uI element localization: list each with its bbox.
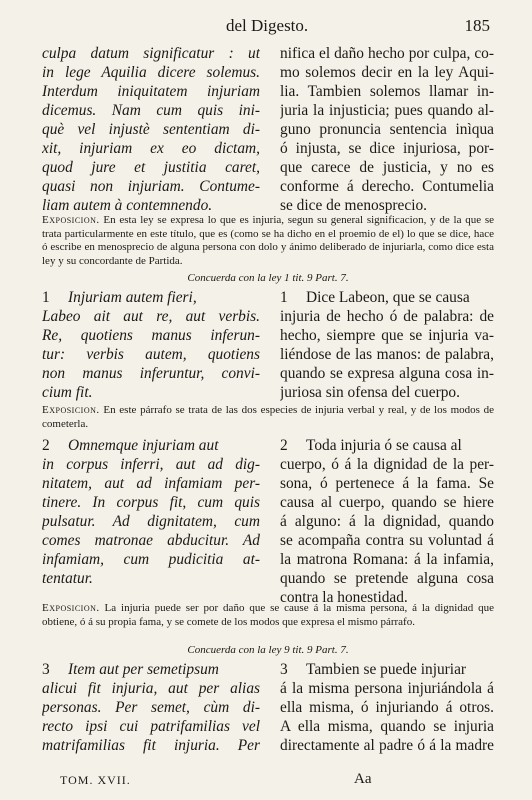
latin-line: comes matronae abducitur. Ad (42, 532, 260, 549)
latin-column-2 (42, 436, 260, 607)
spanish-line: directamente al padre ó á la madre (280, 737, 494, 754)
spanish-line: se acompaña contra su voluntad á (280, 532, 494, 549)
exposition-text: En este párrafo se trata de las dos especies de injuria verbal y real, y de los modos de cometerla. (42, 404, 495, 430)
spanish-line: mo solemos decir en la ley Aqui- (280, 64, 494, 81)
exposition-text: La injuria puede ser por daño que se cause á la misma persona, á la dignidad que obtiene, ó á su propia fama, y se comete de los modos que expresa el mismo párrafo. (42, 602, 495, 628)
latin-line: non manus inferuntur, convi- (42, 365, 260, 382)
spanish-column-3 (280, 660, 494, 755)
exposition-label: Exposicion. (42, 404, 100, 416)
block-2 (42, 436, 494, 607)
signature-mark: Aa (354, 771, 372, 787)
spanish-line: 3 Tambien se puede injuriar (280, 661, 467, 678)
spanish-line: injuria de hecho ó de palabra: de (280, 308, 494, 325)
page-footer (0, 773, 532, 793)
latin-line: pulsatur. Ad dignitatem, cum (42, 513, 260, 530)
spanish-line: 1 Dice Labeon, que se causa (280, 289, 470, 306)
latin-column-1 (42, 288, 260, 402)
spanish-line: causa al cuerpo, quando se hiere (280, 494, 494, 511)
concordance-2: Concuerda con la ley 9 tit. 9 Part. 7. (187, 644, 349, 656)
page-number: 185 (464, 16, 490, 35)
spanish-line: lia. Tambien solemos llamar in- (280, 83, 494, 100)
running-head: del Digesto. (226, 16, 309, 35)
spanish-line: sona, ó pertenece á la fama. Se (280, 475, 494, 492)
exposition-label: Exposicion. (42, 214, 100, 226)
spanish-line: cuerpo, ó á la dignidad de la per- (280, 456, 494, 473)
spanish-line: quando se expresa alguna cosa in- (280, 365, 494, 382)
spanish-line: hecho, siempre que se injuria va- (280, 327, 494, 344)
latin-line: quasi non injuriam. Contume- (42, 178, 260, 195)
block-1 (42, 288, 494, 402)
exposition-1 (42, 404, 494, 431)
paragraph-number: 3 (42, 661, 50, 678)
paragraph-number: 1 (280, 289, 288, 306)
latin-line: 3 Item aut per semetipsum (42, 661, 219, 678)
spanish-line: se dice de menosprecio. (280, 197, 428, 214)
exposition-label: Exposicion. (42, 602, 100, 614)
spanish-line: 2 Toda injuria ó se causa al (280, 437, 462, 454)
latin-line: infamiam, cum pudicitia at- (42, 551, 260, 568)
paragraph-number: 1 (42, 289, 50, 306)
spanish-line: la matrona Romana: á la infamia, (280, 551, 494, 568)
spanish-line: ó injusta, se dice injuriosa, por- (280, 140, 494, 157)
latin-line: 1 Injuriam autem fieri, (42, 289, 197, 306)
latin-line: què vel injustè sententiam di- (42, 121, 260, 138)
latin-line: in lege Aquilia dicere solemus. (42, 64, 260, 81)
spanish-line: quando se pretende alguna cosa (280, 570, 494, 587)
latin-column-3 (42, 660, 260, 755)
block-3 (42, 660, 494, 755)
spanish-line: guno pronuncia sentencia inìqua (280, 121, 494, 138)
spanish-column-2 (280, 436, 494, 607)
spanish-line: ella misma, ó injuriando á otros. (280, 699, 494, 716)
latin-line: Labeo ait aut re, aut verbis. (42, 308, 260, 325)
paragraph-number: 2 (280, 437, 288, 454)
exposition-2 (42, 602, 494, 629)
spanish-line: nifica el daño hecho por culpa, co- (280, 45, 494, 62)
latin-line: nitatem, aut ad infamiam per- (42, 475, 260, 492)
latin-line: matrifamilias fit injuria. Per (42, 737, 260, 754)
spanish-line: conforme á derecho. Contumelia (280, 178, 494, 195)
paragraph-number: 3 (280, 661, 288, 678)
exposition-0 (42, 214, 494, 268)
spanish-line: contra la honestidad. (280, 589, 408, 606)
spanish-line: á alguno: á la dignidad, quando (280, 513, 494, 530)
latin-line: Re, quotiens manus inferun- (42, 327, 260, 344)
latin-line: xit, injuriam ex eo dictam, (42, 140, 260, 157)
latin-line: dicemus. Nam cum quis ini- (42, 102, 260, 119)
latin-line: in corpus inferri, aut ad dig- (42, 456, 260, 473)
page-header (0, 16, 532, 42)
spanish-column-1 (280, 288, 494, 402)
latin-line: recto ipsi cui patrifamilias vel (42, 718, 260, 735)
volume-label: TOM. XVII. (60, 773, 131, 787)
latin-line: tentatur. (42, 570, 93, 587)
spanish-line: que carece de justicia, y no es (280, 159, 494, 176)
latin-line: quod jure et justitia caret, (42, 159, 260, 176)
paragraph-number: 2 (42, 437, 50, 454)
latin-line: tinere. In corpus fit, cum quis (42, 494, 260, 511)
spanish-line: juria la injusticia; pues quando al- (280, 102, 494, 119)
spanish-line: á la misma persona injuriándola á (280, 680, 494, 697)
spanish-line: A ella misma, quando se injuria (280, 718, 494, 735)
latin-line: cium fit. (42, 384, 93, 401)
spanish-line: juriosa sin ofensa del cuerpo. (280, 384, 460, 401)
block-0 (42, 44, 494, 215)
spanish-column-0 (280, 44, 494, 215)
exposition-text: En esta ley se expresa lo que es injuria, segun su general significacion, y de la que se trata particularmente en este título, que es (como se ha dicho en el proemio de el) lo que se dice, hace ó escribe en menosprecio de alguna persona con dolo y ánimo deliberado de injuriarla, como dice esta ley y su concordante de Partida. (42, 214, 495, 267)
spanish-line: liéndose de las manos: de palabra, (280, 346, 494, 363)
latin-line: alicui fit injuria, aut per alias (42, 680, 260, 697)
latin-line: culpa datum significatur : ut (42, 45, 260, 62)
latin-line: Interdum iniquitatem injuriam (42, 83, 260, 100)
latin-line: tur: verbis autem, quotiens (42, 346, 260, 363)
latin-line: 2 Omnemque injuriam aut (42, 437, 219, 454)
latin-line: personas. Per semet, cùm di- (42, 699, 260, 716)
latin-column-0 (42, 44, 260, 215)
concordance-1: Concuerda con la ley 1 tit. 9 Part. 7. (187, 272, 349, 284)
latin-line: liam autem à contemnendo. (42, 197, 213, 214)
